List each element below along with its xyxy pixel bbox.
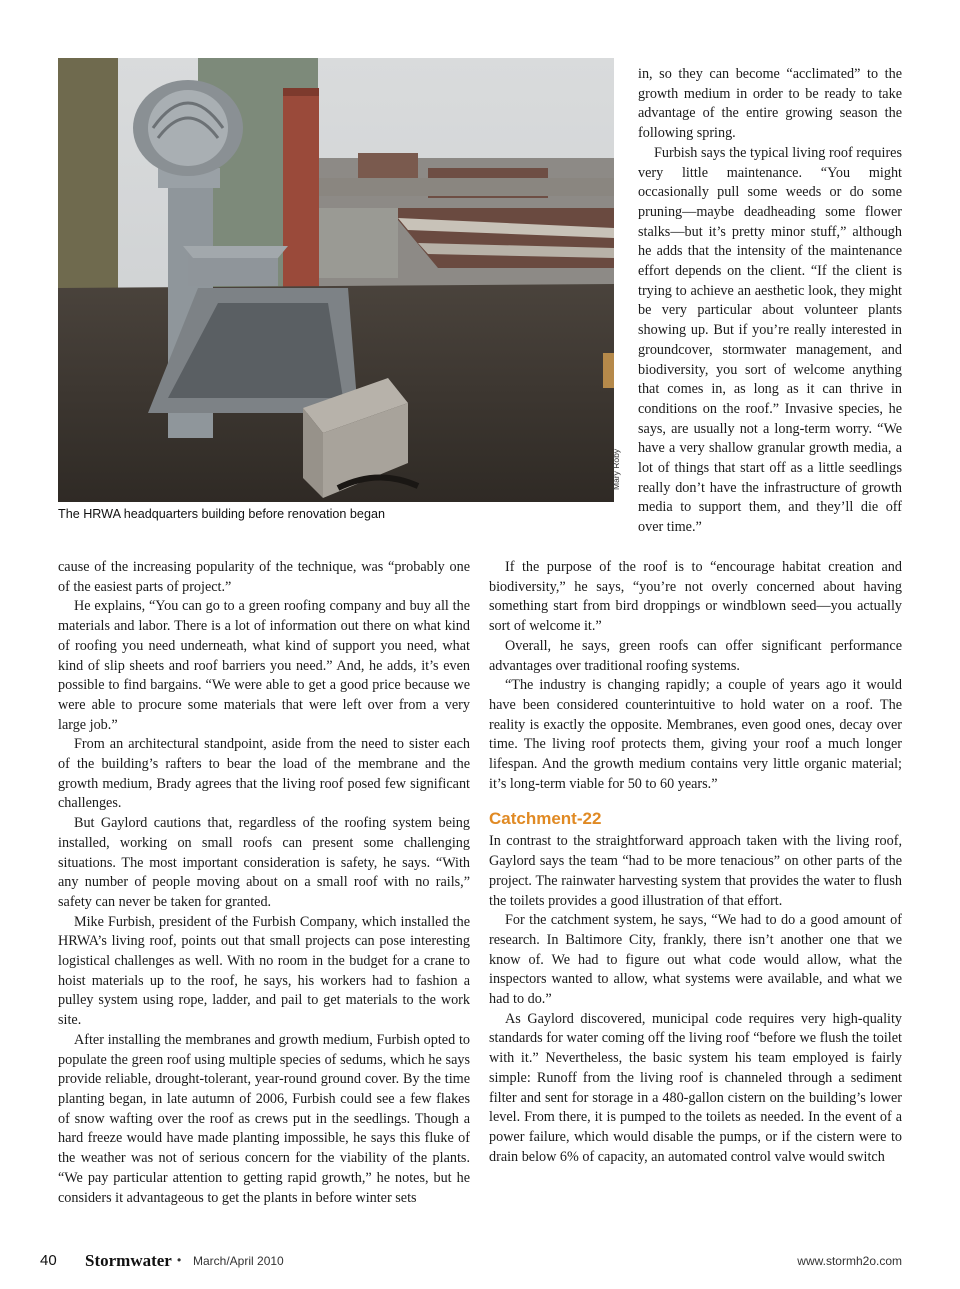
- paragraph: In contrast to the straightforward approach taken with the living roof, Gaylord says the team “had to be more tenacious” on other parts of the project. The rainwater harvesting system that provides the water to flush the toilets provides a good illustration of that effort.: [489, 833, 902, 909]
- paragraph: As Gaylord discovered, municipal code requires very high-quality standards for water coming off the living roof “before we flush the toilet with it.” Nevertheless, the basic system his team employed is fairly simple: Runoff from the living roof is channeled through a sediment filter and sent for storage in a 480-gallon cistern on the building’s lower level. From there, it is pumped to the toilets as needed. In the event of a power failure, which would disable the pumps, or if the cistern were to drain below 6% of capacity, an automated control valve would switch: [489, 1010, 902, 1165]
- paragraph: “The industry is changing rapidly; a couple of years ago it would have been considered counterintuitive to hold water on a roof. The reality is exactly the opposite. Membranes, even good ones, decay over time. The living roof protects them, giving your roof a much longer lifespan. And the growth medium contains very little organic material; it’s long-term viable for 50 to 60 years.”: [489, 677, 902, 792]
- paragraph: Furbish says the typical living roof requires very little maintenance. “You might occasionally pull some weeds or do some pruning—maybe deadheading some flower stalks—but it’s pretty minor stuff,” although he adds that the intensity of the maintenance effort depends on the client. “If the client is trying to achieve an aesthetic look, they might be very particular about volunteer plants showing up. But if you’re really interested in groundcover, stormwater management, and biodiversity, you sort of welcome anything that comes in, as long as it can thrive in conditions on the roof.” Invasive species, he says, are usually not a long-term worry. “We have a very shallow granular growth media, a lot of things that start off as a little seedlings really don’t have the infrastructure of growth media to support them, and they’ll die off over time.”: [638, 144, 902, 536]
- photo-caption: The HRWA headquarters building before renovation began: [58, 507, 385, 521]
- paragraph: He explains, “You can go to a green roofing company and buy all the materials and labor. There is a lot of information out there on what kind of roofing you need underneath, what kind of support you need, what kind of slip sheets and roof barriers you need.” And, he adds, it’s even possible to find bargains. “We were able to get a good price because we were able to procure some materials that were left over from a very large job.”: [58, 598, 470, 733]
- paragraph: If the purpose of the roof is to “encourage habitat creation and biodiversity,” he says, “you’re not overly concerned about having something start from bird droppings or windblown seed—you actually sort of welcome it.”: [489, 559, 902, 635]
- section-subhead: Catchment-22: [489, 809, 602, 829]
- footer-separator: •: [177, 1253, 182, 1267]
- paragraph: cause of the increasing popularity of the technique, was “probably one of the easiest parts of project.”: [58, 559, 470, 595]
- website-url[interactable]: www.stormh2o.com: [797, 1254, 902, 1268]
- magazine-name: Stormwater: [85, 1251, 172, 1270]
- rooftop-photo: [58, 58, 614, 502]
- paragraph: Overall, he says, green roofs can offer significant performance advantages over traditional roofing systems.: [489, 637, 902, 674]
- paragraph: For the catchment system, he says, “We had to do a good amount of research. In Baltimore City, frankly, there isn’t another one that we know of. We had to figure out what code would allow, what the inspectors wanted to allow, what systems were available, and what we had to do.”: [489, 912, 902, 1008]
- paragraph: in, so they can become “acclimated” to the growth medium in order to be ready to take advantage of the entire growing season the following spring.: [638, 66, 902, 142]
- paragraph: But Gaylord cautions that, regardless of the roofing system being installed, working on small roofs can present some challenging situations. The most important consideration is safety, he says. “With any number of people moving about on a small roof with no rails,” safety can never be taken for granted.: [58, 815, 470, 910]
- article-column-right: [489, 558, 902, 1167]
- page-number: 40: [40, 1252, 57, 1269]
- rooftop-photo-illustration: [58, 58, 614, 502]
- paragraph: After installing the membranes and growth medium, Furbish opted to populate the green roof using multiple species of sedums, which he says provide reliable, drought-tolerant, year-round ground cover. By the time planting began, in late autumn of 2006, Furbish could see a few flakes of snow wafting over the roof as crews put in the seedlings. Though a hard freeze would have made planting impossible, he says this fluke of the weather was not of serious concern for the viability of the plants. “We pay particular attention to getting rapid growth,” he notes, but he considers it advantageous to get the plants in before winter sets: [58, 1031, 470, 1206]
- photo-credit: Mary Roby: [611, 448, 621, 490]
- article-column-right-top: [638, 65, 902, 538]
- paragraph: From an architectural standpoint, aside from the need to sister each of the building’s rafters to bear the load of the membrane and the growth medium, Brady agrees that the living roof posed few significant challenges.: [58, 736, 470, 812]
- issue-date: March/April 2010: [193, 1254, 284, 1268]
- article-column-left: [58, 558, 470, 1208]
- paragraph: Mike Furbish, president of the Furbish Company, which installed the HRWA’s living roof, points out that small projects can pose interesting logistical challenges as well. With no room in the budget for a crane to hoist materials up to the roof, he says, his workers had to fashion a pulley system using rope, ladder, and pail to get materials to the work site.: [58, 913, 470, 1029]
